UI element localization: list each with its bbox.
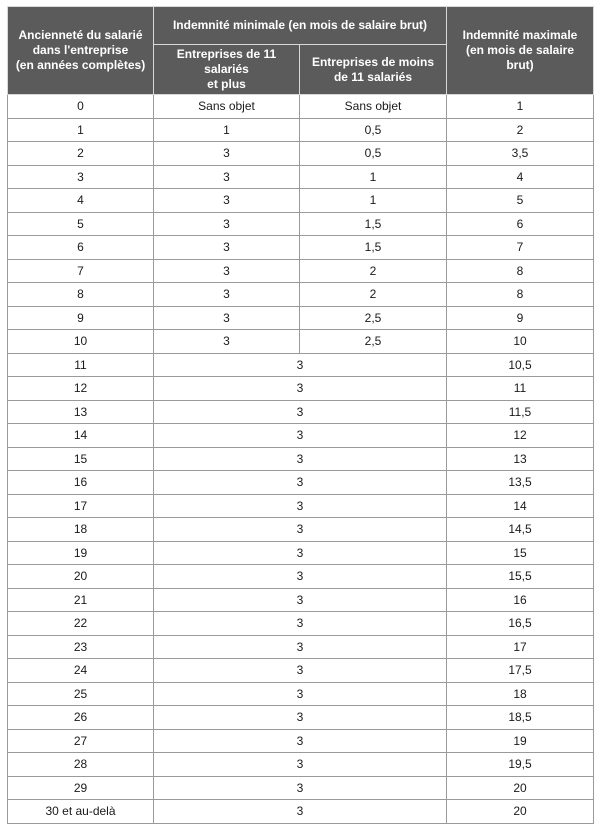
- cell-seniority: 9: [8, 306, 154, 330]
- cell-seniority: 26: [8, 706, 154, 730]
- table-row: [8, 565, 594, 589]
- table-row: [8, 659, 594, 683]
- table-row: [8, 330, 594, 354]
- header-max-line-1: Indemnité maximale: [462, 28, 578, 42]
- cell-min-large: 3: [154, 212, 300, 236]
- cell-min-merged: 3: [154, 541, 447, 565]
- table-row: [8, 588, 594, 612]
- table-row: [8, 283, 594, 307]
- header-max: [447, 7, 594, 95]
- cell-max: 11,5: [447, 400, 594, 424]
- cell-min-small: Sans objet: [300, 95, 447, 119]
- cell-min-small: 1,5: [300, 236, 447, 260]
- cell-min-merged: 3: [154, 800, 447, 824]
- cell-min-merged: 3: [154, 659, 447, 683]
- cell-min-merged: 3: [154, 612, 447, 636]
- table-row: [8, 494, 594, 518]
- cell-max: 3,5: [447, 142, 594, 166]
- header-seniority-line-1: Ancienneté du salarié: [18, 28, 143, 42]
- table-row: [8, 306, 594, 330]
- table-row: [8, 400, 594, 424]
- cell-min-merged: 3: [154, 353, 447, 377]
- cell-min-large: 3: [154, 165, 300, 189]
- header-seniority-line-2: dans l'entreprise: [32, 43, 129, 57]
- cell-min-large: 3: [154, 283, 300, 307]
- cell-seniority: 8: [8, 283, 154, 307]
- table-row: [8, 189, 594, 213]
- cell-max: 4: [447, 165, 594, 189]
- cell-seniority: 0: [8, 95, 154, 119]
- cell-max: 15: [447, 541, 594, 565]
- cell-min-merged: 3: [154, 494, 447, 518]
- cell-seniority: 13: [8, 400, 154, 424]
- cell-min-large: 3: [154, 306, 300, 330]
- table-header: [8, 7, 594, 95]
- cell-min-merged: 3: [154, 400, 447, 424]
- header-seniority-line-3: (en années complètes): [15, 58, 146, 72]
- cell-max: 13,5: [447, 471, 594, 495]
- table-row: [8, 259, 594, 283]
- table-row: [8, 729, 594, 753]
- table-row: [8, 682, 594, 706]
- cell-min-large: 3: [154, 189, 300, 213]
- cell-seniority: 18: [8, 518, 154, 542]
- cell-max: 10: [447, 330, 594, 354]
- cell-min-merged: 3: [154, 565, 447, 589]
- cell-seniority: 2: [8, 142, 154, 166]
- table-row: [8, 753, 594, 777]
- cell-min-small: 0,5: [300, 118, 447, 142]
- cell-min-large: Sans objet: [154, 95, 300, 119]
- cell-seniority: 10: [8, 330, 154, 354]
- cell-min-small: 0,5: [300, 142, 447, 166]
- table-row: [8, 776, 594, 800]
- cell-max: 20: [447, 776, 594, 800]
- table-row: [8, 212, 594, 236]
- cell-seniority: 25: [8, 682, 154, 706]
- cell-min-small: 2,5: [300, 306, 447, 330]
- cell-seniority: 7: [8, 259, 154, 283]
- table-row: [8, 635, 594, 659]
- table-row: [8, 518, 594, 542]
- header-seniority: [8, 7, 154, 95]
- cell-min-small: 2,5: [300, 330, 447, 354]
- cell-min-small: 2: [300, 259, 447, 283]
- cell-max: 19: [447, 729, 594, 753]
- cell-seniority: 29: [8, 776, 154, 800]
- cell-min-large: 1: [154, 118, 300, 142]
- cell-seniority: 1: [8, 118, 154, 142]
- cell-max: 8: [447, 259, 594, 283]
- cell-max: 18: [447, 682, 594, 706]
- cell-seniority: 15: [8, 447, 154, 471]
- cell-max: 17,5: [447, 659, 594, 683]
- cell-min-small: 2: [300, 283, 447, 307]
- table-row: [8, 236, 594, 260]
- cell-seniority: 21: [8, 588, 154, 612]
- cell-seniority: 30 et au-delà: [8, 800, 154, 824]
- cell-seniority: 11: [8, 353, 154, 377]
- cell-max: 20: [447, 800, 594, 824]
- cell-seniority: 14: [8, 424, 154, 448]
- cell-min-large: 3: [154, 142, 300, 166]
- cell-min-merged: 3: [154, 776, 447, 800]
- cell-seniority: 22: [8, 612, 154, 636]
- header-max-line-2: (en mois de salaire brut): [465, 43, 575, 72]
- cell-seniority: 16: [8, 471, 154, 495]
- cell-seniority: 3: [8, 165, 154, 189]
- cell-max: 2: [447, 118, 594, 142]
- cell-seniority: 12: [8, 377, 154, 401]
- cell-max: 17: [447, 635, 594, 659]
- cell-max: 11: [447, 377, 594, 401]
- cell-seniority: 6: [8, 236, 154, 260]
- cell-min-merged: 3: [154, 377, 447, 401]
- cell-max: 14,5: [447, 518, 594, 542]
- table-row: [8, 612, 594, 636]
- cell-seniority: 4: [8, 189, 154, 213]
- cell-seniority: 27: [8, 729, 154, 753]
- cell-min-merged: 3: [154, 706, 447, 730]
- cell-max: 7: [447, 236, 594, 260]
- cell-min-merged: 3: [154, 518, 447, 542]
- cell-seniority: 19: [8, 541, 154, 565]
- header-min-large: [154, 45, 300, 95]
- cell-max: 15,5: [447, 565, 594, 589]
- cell-min-merged: 3: [154, 635, 447, 659]
- header-min-large-line-1: Entreprises de 11 salariés: [176, 47, 277, 76]
- cell-seniority: 28: [8, 753, 154, 777]
- table-row: [8, 471, 594, 495]
- cell-min-large: 3: [154, 330, 300, 354]
- table-row: [8, 706, 594, 730]
- cell-min-merged: 3: [154, 682, 447, 706]
- indemnity-table-frame: [7, 6, 593, 824]
- cell-min-large: 3: [154, 236, 300, 260]
- cell-max: 14: [447, 494, 594, 518]
- cell-seniority: 24: [8, 659, 154, 683]
- table-row: [8, 142, 594, 166]
- table-body: [8, 95, 594, 824]
- header-min-group: Indemnité minimale (en mois de salaire brut): [154, 7, 447, 45]
- header-min-small-line-1: Entreprises de moins: [311, 54, 435, 69]
- cell-min-merged: 3: [154, 753, 447, 777]
- cell-max: 9: [447, 306, 594, 330]
- header-min-small: [300, 45, 447, 95]
- cell-min-merged: 3: [154, 471, 447, 495]
- table-row: [8, 424, 594, 448]
- cell-max: 13: [447, 447, 594, 471]
- cell-seniority: 23: [8, 635, 154, 659]
- table-row: [8, 95, 594, 119]
- cell-max: 6: [447, 212, 594, 236]
- cell-min-small: 1: [300, 189, 447, 213]
- header-min-small-line-2: de 11 salariés: [333, 69, 413, 84]
- cell-seniority: 20: [8, 565, 154, 589]
- cell-max: 8: [447, 283, 594, 307]
- cell-max: 12: [447, 424, 594, 448]
- table-row: [8, 165, 594, 189]
- table-row: [8, 800, 594, 824]
- cell-min-merged: 3: [154, 588, 447, 612]
- cell-max: 10,5: [447, 353, 594, 377]
- cell-max: 5: [447, 189, 594, 213]
- cell-min-merged: 3: [154, 447, 447, 471]
- cell-min-merged: 3: [154, 424, 447, 448]
- cell-min-merged: 3: [154, 729, 447, 753]
- cell-seniority: 5: [8, 212, 154, 236]
- table-row: [8, 353, 594, 377]
- cell-seniority: 17: [8, 494, 154, 518]
- table-row: [8, 118, 594, 142]
- cell-max: 18,5: [447, 706, 594, 730]
- cell-min-small: 1: [300, 165, 447, 189]
- cell-max: 1: [447, 95, 594, 119]
- cell-max: 19,5: [447, 753, 594, 777]
- table-row: [8, 377, 594, 401]
- indemnity-table: [7, 6, 594, 824]
- header-min-large-line-2: et plus: [207, 77, 246, 91]
- table-row: [8, 447, 594, 471]
- cell-max: 16: [447, 588, 594, 612]
- table-row: [8, 541, 594, 565]
- cell-min-small: 1,5: [300, 212, 447, 236]
- cell-max: 16,5: [447, 612, 594, 636]
- cell-min-large: 3: [154, 259, 300, 283]
